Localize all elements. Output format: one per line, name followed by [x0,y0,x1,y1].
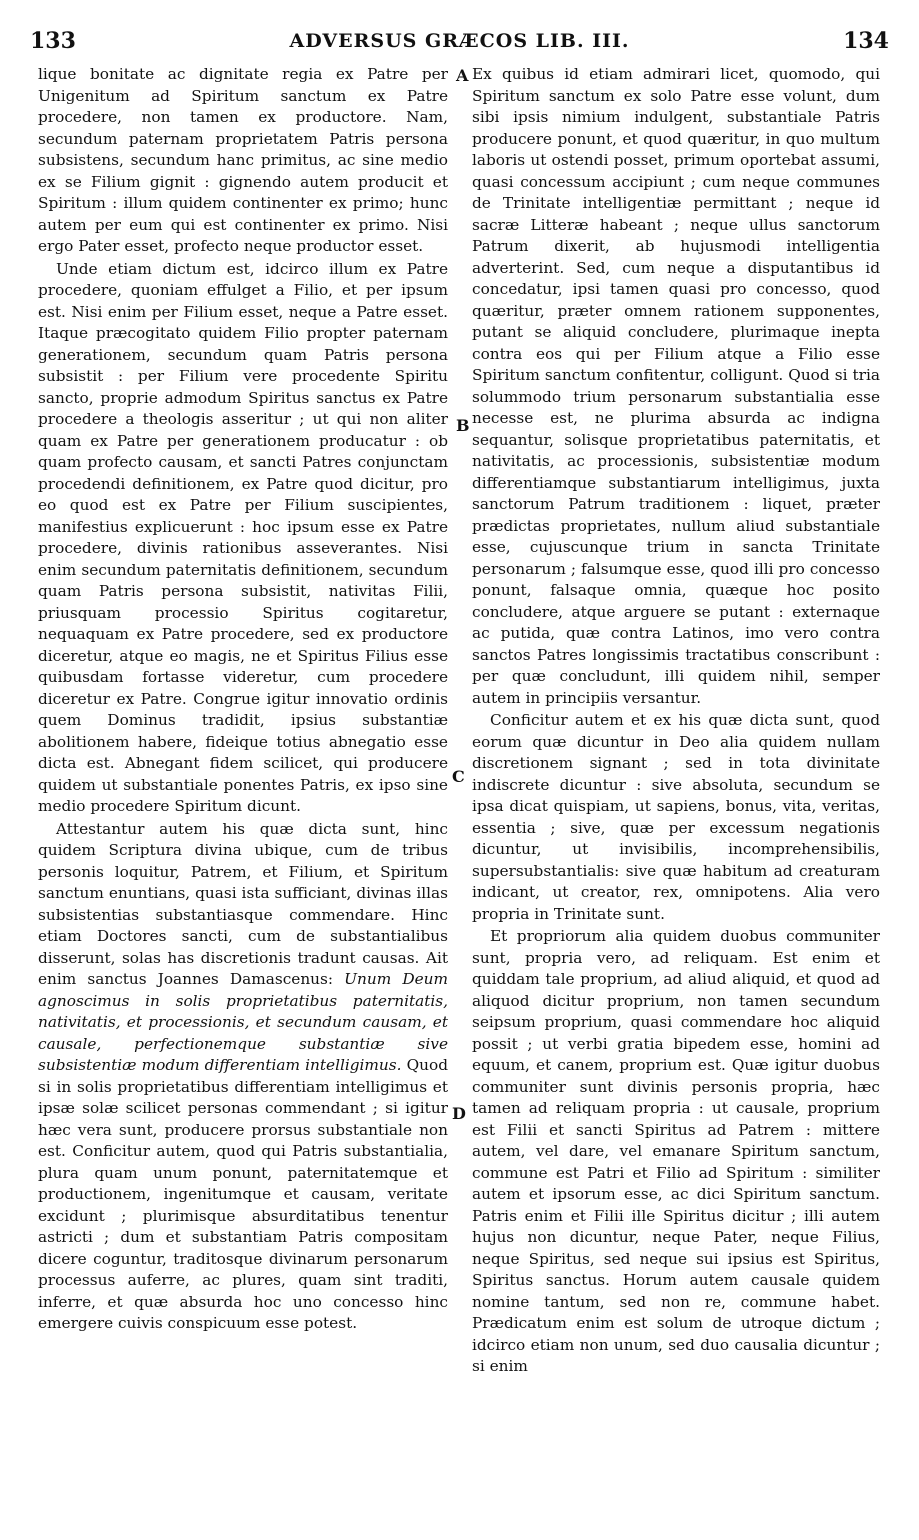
section-marker-d: D [452,1104,466,1123]
page-number-left: 133 [30,28,76,54]
section-marker-a: A [456,66,469,85]
paragraph [38,819,448,1335]
paragraph: Conficitur autem et ex his quæ dicta sunt, quod eorum quæ dicuntur in Deo alia quidem nullam discretionem signant ; sed in tota divinitate indiscrete dicuntur : sive absoluta, secundum se ipsa dicat quispiam, ut sapiens, bonus, vita, veritas, essentia ; sive, quæ per excessum negationis dicuntur, ut invisibilis, incomprehensibilis, supersubstantialis: sive quæ habitum ad creaturam indicant, ut creator, rex, omnipotens. Alia vero propria in Trinitate sunt. [472,711,880,923]
running-title: ADVERSUS GRÆCOS LIB. III. [289,30,630,52]
right-column [472,64,880,1378]
page-number-right: 134 [843,28,889,54]
section-marker-c: C [452,767,465,786]
left-column [38,64,448,1335]
section-marker-b: B [456,416,470,435]
paragraph: Unde etiam dictum est, idcirco illum ex Patre procedere, quoniam effulget a Filio, et per ipsum est. Nisi enim per Filium esset, neque a Patre esset. Itaque præcogitato quidem Filio propter paternam generationem, secundum quam Patris persona subsistit : per Filium vere procedente Spiritu sancto, proprie admodum Spiritus sanctus ex Patre procedere a theologis asseritur ; ut qui non aliter quam ex Patre per generationem producatur : ob quam profecto causam, et sancti Patres conjunctam procedendi definitionem, ex Patre quod dicitur, pro eo quod est ex Patre per Filium suscipientes, manifestius explicuerunt : hoc ipsum esse ex Patre procedere, divinis rationibus asseverantes. Nisi enim secundum paternitatis definitionem, secundum quam Patris persona subsistit, nativitas Filii, priusquam processio Spiritus cogitaretur, nequaquam ex Patre procedere, sed ex productore diceretur, atque eo magis, ne et Spiritus Filius esse quibusdam fortasse videretur, cum procedere diceretur ex Patre. Congrue igitur innovatio ordinis quem Dominus tradidit, ipsius substantiæ abolitionem habere, fideique totius abnegatio esse dicta est. Abnegant fidem scilicet, qui producere quidem ut substantiale ponentes Patris, ex ipso sine medio procedere Spiritum dicunt. [38,259,448,815]
page-header [30,16,889,56]
paragraph-text: Attestantur autem his quæ dicta sunt, hinc quidem Scriptura divina ubique, cum de tribus personis loquitur, Patrem, et Filium, et Spiritum sanctum enuntians, quasi ista sufficiant, divinas illas subsistentias substantiasque commendare. Hinc etiam Doctores sancti, cum de substantialibus disserunt, solas has discretionis tradunt causas. Ait enim sanctus Joannes Damascenus: [38,819,448,988]
quotation: Unum Deum agnoscimus in solis proprietatibus paternitatis, nativitatis, et processionis, et secundum causam, et causale, perfectionemque substantiæ sive subsistentiæ modum differentiam intelligimus. [38,970,448,1074]
paragraph: lique bonitate ac dignitate regia ex Patre per Unigenitum ad Spiritum sanctum ex Patre procedere, non tamen ex productore. Nam, secundum paternam proprietatem Patris persona subsistens, secundum hanc primitus, ac sine medio ex se Filium gignit : gignendo autem producit et Spiritum : illum quidem continenter ex primo; hunc autem per eum qui est continenter ex primo. Nisi ergo Pater esset, profecto neque productor esset. [38,65,448,255]
paragraph: Ex quibus id etiam admirari licet, quomodo, qui Spiritum sanctum ex solo Patre esse volunt, dum sibi ipsis nimium indulgent, substantiale Patris producere ponunt, et quod quæritur, in quo multum laboris ut ostendi posset, primum oportebat assumi, quasi concessum accipiunt ; cum neque communes de Trinitate intelligentiæ permittant ; neque id sacræ Litteræ habeant ; neque ullus sanctorum Patrum dixerit, ab hujusmodi intelligentia adverterint. Sed, cum neque a disputantibus id concedatur, ipsi tamen quasi pro concesso, quod quæritur, præter omnem rationem supponentes, putant se aliquid concludere, plurimaque inepta contra eos qui per Filium atque a Filio esse Spiritum sanctum confitentur, colligunt. Quod si tria solummodo trium personarum substantialia esse necesse est, ne plurima absurda ac indigna sequantur, solisque proprietatibus paternitatis, et nativitatis, ac processionis, subsistentiæ modum differentiamque substantiarum intelligimus, juxta sanctorum Patrum traditionem : liquet, præter prædictas proprietates, nullum aliud substantiale esse, cujuscunque trium in sancta Trinitate personarum ; falsumque esse, quod illi pro concesso ponunt, falsaque omnia, quæque hoc posito concludere, atque arguere se putant : externaque ac putida, quæ contra Latinos, imo vero contra sanctos Patres longissimis tractatibus conscribunt : per quæ concludunt, illi quidem nihil, semper autem in principiis versantur. [472,65,880,707]
paragraph: Et propriorum alia quidem duobus communiter sunt, propria vero, ad reliquam. Est enim et quiddam tale proprium, ad aliud aliquid, et quod ad aliquod dicitur proprium, non tamen secundum seipsum proprium, quasi commendare hoc aliquid possit ; ut verbi gratia bipedem esse, homini ad equum, et canem, proprium est. Quæ igitur duobus communiter sunt divinis personis propria, hæc tamen ad reliquam propria : ut causale, proprium est Filii et sancti Spiritus ad Patrem : mittere autem, vel dare, vel emanare Spiritum sanctum, commune est Patri et Filio ad Spiritum : similiter autem et ipsorum esse, ac dici Spiritum sanctum. Patris enim et Filii ille Spiritus dicitur ; illi autem hujus non dicuntur, neque Pater, neque Filius, neque Spiritus, sed neque sui ipsius est Spiritus, Spiritus sanctus. Horum autem causale quidem nomine tantum, sed non re, commune habet. Prædicatum enim est solum de utroque dictum ; idcirco etiam non unum, sed duo causalia dicuntur ; si enim [472,927,880,1375]
paragraph-text: Quod si in solis proprietatibus differentiam intelligimus et ipsæ solæ scilicet personas commendant ; si igitur hæc vera sunt, producere prorsus substantiale non est. Conficitur autem, quod qui Patris substantialia, plura quam unum ponunt, paternitatemque et productionem, ingenitumque et causam, veritate excidunt ; plurimisque absurditatibus tenentur astricti ; dum et substantiam Patris compositam dicere coguntur, traditosque divinarum personarum processus auferre, ac plures, quam sint traditi, inferre, et quæ absurda hoc uno concesso hinc emergere cuivis conspicuum esse potest. [38,1056,448,1332]
